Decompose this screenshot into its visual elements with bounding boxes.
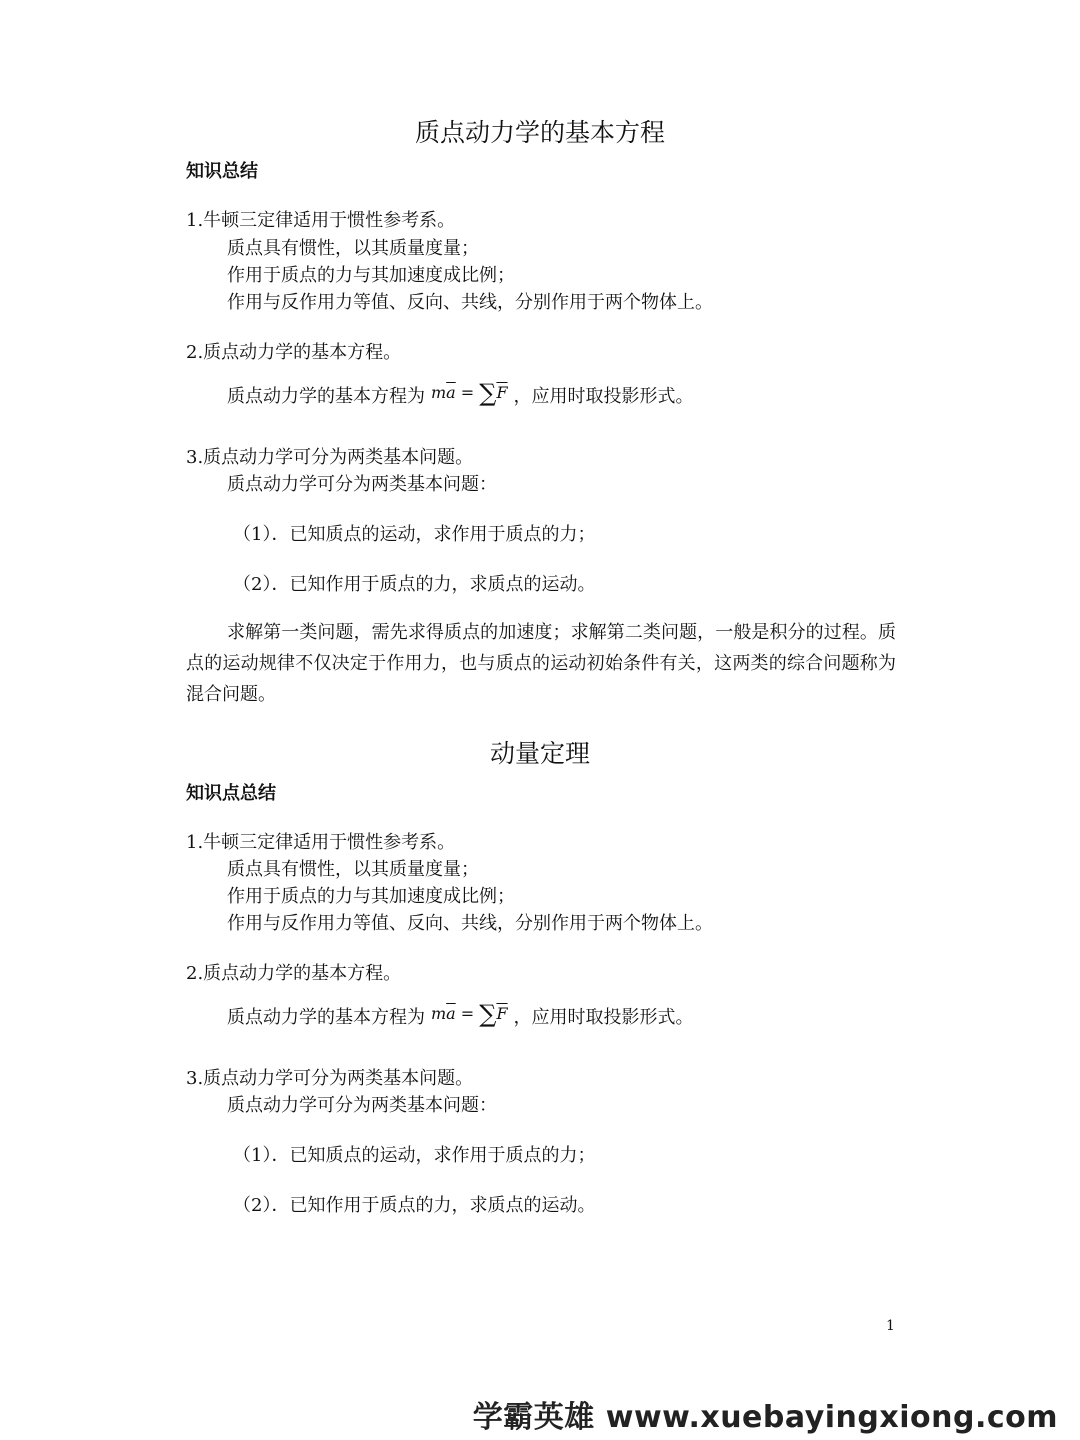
section2-item3-line: 质点动力学可分为两类基本问题： bbox=[227, 1095, 497, 1116]
section1-formula-suffix: ，应用时取投影形式。 bbox=[513, 386, 694, 407]
section2-formula: $m\overline{a} = \sum\overline{F}$ bbox=[431, 1000, 508, 1028]
site-watermark: 学霸英雄 www.xuebayingxiong.com bbox=[472, 1400, 1058, 1435]
section2-problem2: （2）．已知作用于质点的力，求质点的运动。 bbox=[233, 1195, 596, 1216]
section1-title: 质点动力学的基本方程 bbox=[414, 118, 665, 147]
section2-item2: 2.质点动力学的基本方程。 bbox=[186, 963, 402, 984]
section2-title: 动量定理 bbox=[489, 739, 590, 768]
section2-problem1: （1）．已知质点的运动，求作用于质点的力； bbox=[233, 1145, 596, 1166]
section1-problem1: （1）．已知质点的运动，求作用于质点的力； bbox=[233, 524, 596, 545]
section2-item2-line bbox=[227, 1001, 694, 1029]
section2-formula-prefix: 质点动力学的基本方程为 bbox=[227, 1007, 425, 1028]
section1-item2-line bbox=[227, 380, 694, 408]
section2-formula-suffix: ，应用时取投影形式。 bbox=[513, 1007, 694, 1028]
section2-heading: 知识点总结 bbox=[186, 783, 276, 804]
section1-heading: 知识总结 bbox=[186, 161, 258, 182]
page-number: 1 bbox=[886, 1318, 895, 1334]
section1-item1-line2: 作用于质点的力与其加速度成比例； bbox=[227, 265, 515, 286]
section1-item1: 1.牛顿三定律适用于惯性参考系。 bbox=[186, 210, 456, 231]
section1-item1-line3: 作用与反作用力等值、反向、共线，分别作用于两个物体上。 bbox=[227, 292, 713, 313]
section2-item1-line3: 作用与反作用力等值、反向、共线，分别作用于两个物体上。 bbox=[227, 913, 713, 934]
section2-item1-line1: 质点具有惯性，以其质量度量； bbox=[227, 859, 479, 880]
section1-item1-line1: 质点具有惯性，以其质量度量； bbox=[227, 238, 479, 259]
section1-item3-line: 质点动力学可分为两类基本问题： bbox=[227, 474, 497, 495]
section1-item2: 2.质点动力学的基本方程。 bbox=[186, 342, 402, 363]
section1-formula-prefix: 质点动力学的基本方程为 bbox=[227, 386, 425, 407]
section2-item1-line2: 作用于质点的力与其加速度成比例； bbox=[227, 886, 515, 907]
section1-item3: 3.质点动力学可分为两类基本问题。 bbox=[186, 447, 474, 468]
section1-problem2: （2）．已知作用于质点的力，求质点的运动。 bbox=[233, 574, 596, 595]
section2-item3: 3.质点动力学可分为两类基本问题。 bbox=[186, 1068, 474, 1089]
section1-paragraph: 求解第一类问题，需先求得质点的加速度；求解第二类问题，一般是积分的过程。质点的运动规律不仅决定于作用力，也与质点的运动初始条件有关，这两类的综合问题称为混合问题。 bbox=[186, 622, 896, 705]
section2-item1: 1.牛顿三定律适用于惯性参考系。 bbox=[186, 832, 456, 853]
section1-formula: $m\overline{a} = \sum\overline{F}$ bbox=[431, 379, 508, 407]
